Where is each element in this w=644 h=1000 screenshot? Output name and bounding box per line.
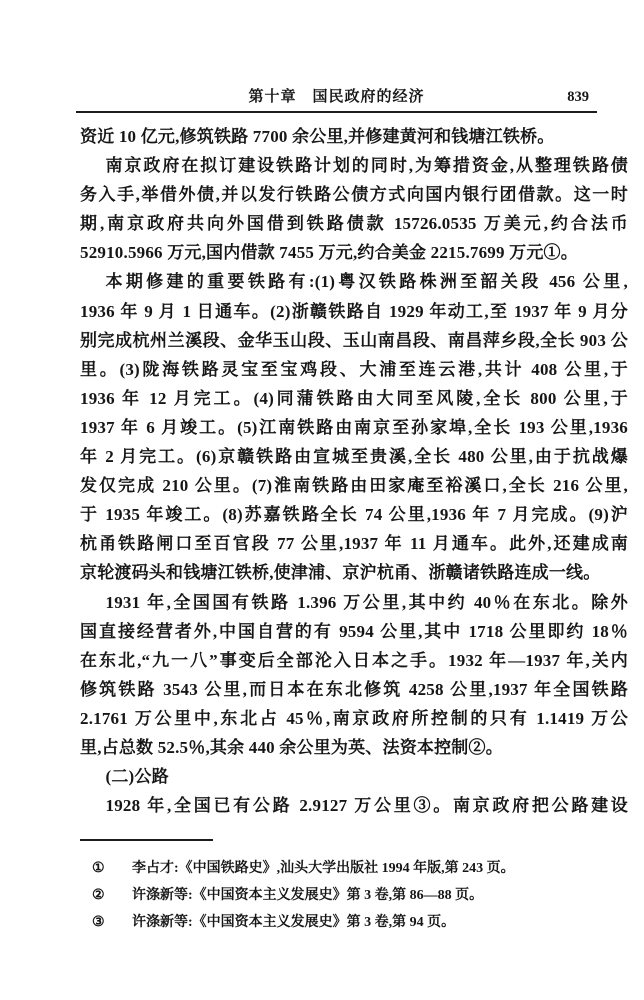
chapter-title: 第十章 国民政府的经济 (248, 89, 425, 105)
text-line: 1931 年,全国国有铁路 1.396 万公里,其中约 40％在东北。除外 (105, 592, 628, 612)
text-line: 52910.5966 万元,国内借款 7455 万元,约合美金 2215.7699 万元①。 (80, 243, 578, 263)
text-line: 1936 年 9 月 1 日通车。(2)浙赣铁路自 1929 年动工,至 1937 年 9 月分 (80, 301, 628, 321)
text-line: 修筑铁路 3543 公里,而日本在东北修筑 4258 公里,1937 年全国铁路 (80, 679, 628, 699)
footnote-text: 许涤新等:《中国资本主义发展史》第 3 卷,第 86—88 页。 (132, 888, 484, 903)
footnote-marker: ② (92, 888, 105, 903)
footnote-item (92, 909, 622, 936)
header-rule (76, 111, 597, 113)
footnote-item (92, 855, 622, 882)
text-line: 期,南京政府共向外国借到铁路债款 15726.0535 万美元,约合法币 (80, 214, 628, 234)
footnote-separator (80, 839, 213, 841)
text-line: 杭甬铁路闸口至百官段 77 公里,1937 年 11 月通车。此外,还建成南 (80, 534, 628, 554)
text-line: 本期修建的重要铁路有:(1)粤汉铁路株洲至韶关段 456 公里, (105, 272, 628, 292)
footnote-text: 李占才:《中国铁路史》,汕头大学出版社 1994 年版,第 243 页。 (132, 861, 515, 876)
text-line: 里。(3)陇海铁路灵宝至宝鸡段、大浦至连云港,共计 408 公里,于 (80, 359, 628, 379)
text-line: 于 1935 年竣工。(8)苏嘉铁路全长 74 公里,1936 年 7 月完成。(9)沪 (80, 505, 628, 525)
page-header (76, 86, 597, 108)
text-line: 务入手,举借外债,并以发行铁路公债方式向国内银行团借款。这一时 (80, 185, 628, 205)
footnote-text: 许涤新等:《中国资本主义发展史》第 3 卷,第 94 页。 (132, 915, 456, 930)
footnote-marker: ③ (92, 915, 105, 930)
text-line: 国直接经营者外,中国自营的有 9594 公里,其中 1718 公里即约 18％ (80, 621, 628, 641)
footnote-marker: ① (92, 861, 105, 876)
text-line: 南京政府在拟订建设铁路计划的同时,为筹措资金,从整理铁路债 (105, 156, 628, 176)
body-text (80, 122, 628, 820)
text-line: 发仅完成 210 公里。(7)淮南铁路由田家庵至裕溪口,全长 216 公里, (80, 476, 628, 496)
text-line: 1928 年,全国已有公路 2.9127 万公里③。南京政府把公路建设 (105, 796, 628, 816)
text-line: 2.1761 万公里中,东北占 45％,南京政府所控制的只有 1.1419 万公 (80, 708, 628, 728)
text-line: 里,占总数 52.5％,其余 440 余公里为英、法资本控制②。 (80, 737, 503, 757)
text-line: 资近 10 亿元,修筑铁路 7700 余公里,并修建黄河和钱塘江铁桥。 (80, 127, 555, 146)
section-heading: (二)公路 (105, 767, 169, 787)
text-line: 年 2 月完工。(6)京赣铁路由宣城至贵溪,全长 480 公里,由于抗战爆 (80, 447, 628, 467)
text-line: 1937 年 6 月竣工。(5)江南铁路由南京至孙家埠,全长 193 公里,1936 (80, 417, 628, 437)
text-line: 在东北,“九一八”事变后全部沦入日本之手。1932 年—1937 年,关内 (80, 650, 628, 670)
text-line: 别完成杭州兰溪段、金华玉山段、玉山南昌段、南昌萍乡段,全长 903 公 (80, 330, 628, 350)
page-number: 839 (567, 89, 589, 105)
footnote-item (92, 882, 622, 909)
text-line: 京轮渡码头和钱塘江铁桥,使津浦、京沪杭甬、浙赣诸铁路连成一线。 (80, 563, 601, 583)
text-line: 1936 年 12 月完工。(4)同蒲铁路由大同至风陵,全长 800 公里,于 (80, 388, 628, 408)
footnotes (92, 855, 622, 936)
